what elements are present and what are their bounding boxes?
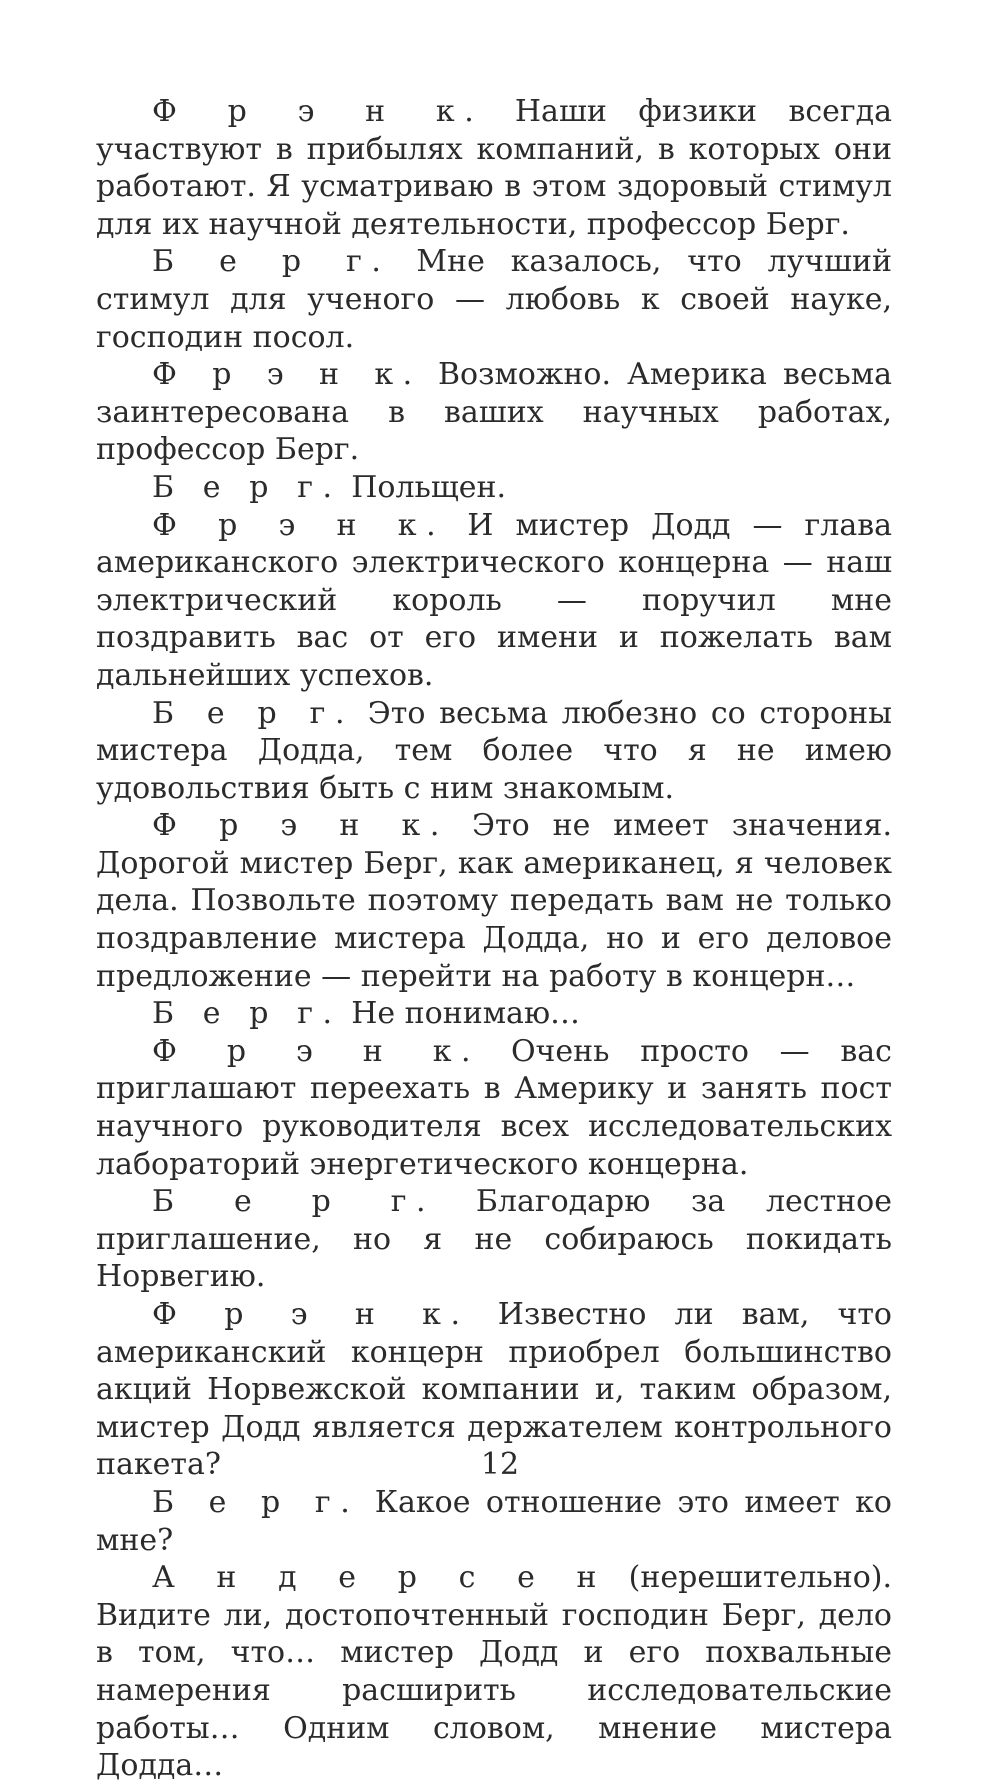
- speech-text: Известно ли вам, что американский концерн приобрел большинство акций Норвежской компании и, таким образом, мистер Додд является держателем контрольного пакета?: [96, 1297, 892, 1483]
- speaker-name: Б е р г.: [152, 996, 342, 1032]
- dialogue-paragraph: [96, 1183, 892, 1296]
- speaker-name: А н д е р с е н: [152, 1560, 607, 1596]
- dialogue-paragraph: [96, 695, 892, 808]
- page-number: 12: [480, 1447, 520, 1482]
- speaker-name: Ф р э н к.: [152, 1033, 481, 1069]
- speech-text: Не понимаю…: [351, 996, 581, 1032]
- speaker-name: Б е р г.: [152, 244, 391, 280]
- speech-text: (нерешительно). Видите ли, достопочтенный господин Берг, дело в том, что… мистер Додд и его похвальные намерения расширить исследовательские работы… Одним словом, мнение мистера Додда…: [96, 1560, 892, 1784]
- speaker-name: Ф р э н к.: [152, 808, 450, 844]
- speaker-name: Б е р г.: [152, 469, 342, 505]
- speaker-name: Ф р э н к.: [152, 94, 484, 129]
- dialogue-paragraph: [96, 469, 892, 507]
- speech-text: Мне казалось, что лучший стимул для ученого — любовь к своей науке, господин посол.: [96, 244, 892, 355]
- speech-text: Благодарю за лестное приглашение, но я не собираюсь покидать Норвегию.: [96, 1184, 892, 1295]
- speaker-name: Ф р э н к.: [152, 1297, 470, 1332]
- dialogue-paragraph: [96, 356, 892, 469]
- speech-text: Очень просто — вас приглашают переехать в Америку и занять пост научного руководителя всех исследовательских лабораторий энергетического концерна.: [96, 1033, 892, 1182]
- dialogue-paragraph: [96, 1484, 892, 1559]
- dialogue-paragraph: [96, 507, 892, 695]
- speaker-name: Ф р э н к.: [152, 507, 446, 543]
- speech-text: Какое отношение это имеет ко мне?: [96, 1484, 892, 1558]
- dialogue-paragraph: [96, 807, 892, 995]
- speech-text: Возможно. Америка весьма заинтересована в ваших научных работах, профессор Берг.: [96, 357, 892, 468]
- dialogue-text: [96, 93, 892, 1785]
- dialogue-paragraph: [96, 995, 892, 1033]
- speaker-name: Б е р г.: [152, 695, 355, 731]
- speech-text: Это весьма любезно со стороны мистера Додда, тем более что я не имею удовольствия быть с ним знакомым.: [96, 695, 892, 806]
- speech-text: И мистер Додд — глава американского электрического концерна — наш электрический король — поручил мне поздравить вас от его имени и пожелать вам дальнейших успехов.: [96, 507, 892, 693]
- speaker-name: Б е р г.: [152, 1484, 360, 1520]
- speech-text: Наши физики всегда участвуют в прибылях компаний, в которых они работают. Я усматриваю в этом здоровый стимул для их научной деятельности, профессор Берг.: [96, 94, 892, 242]
- speaker-name: Б е р г.: [152, 1184, 436, 1220]
- speech-text: Это не имеет значения. Дорогой мистер Берг, как американец, я человек дела. Позвольте поэтому передать вам не только поздравление мистера Додда, но и его деловое предложение — перейти на работу в концерн…: [96, 808, 892, 994]
- dialogue-paragraph: [96, 243, 892, 356]
- speech-text: Польщен.: [351, 469, 507, 505]
- speaker-name: Ф р э н к.: [152, 357, 422, 393]
- dialogue-paragraph: [96, 93, 892, 243]
- dialogue-paragraph: [96, 1033, 892, 1183]
- dialogue-paragraph: [96, 1559, 892, 1785]
